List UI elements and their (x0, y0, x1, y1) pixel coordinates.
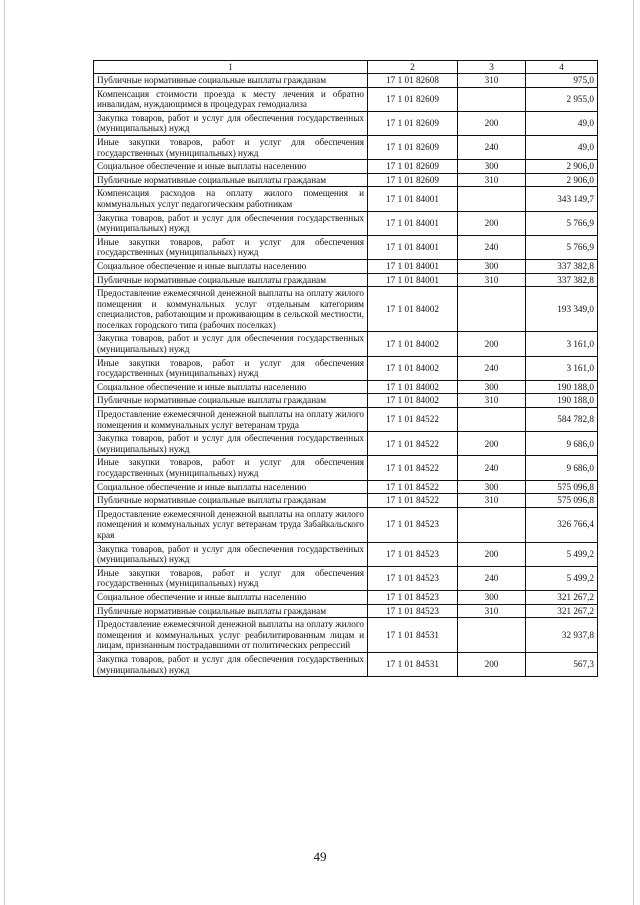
row-name: Закупка товаров, работ и услуг для обеспечения государственных (муниципальных) нужд (94, 332, 368, 356)
row-code: 17 1 01 84002 (368, 287, 458, 332)
row-amount: 49,0 (526, 111, 598, 135)
table-header-row (94, 61, 598, 74)
row-type: 240 (458, 235, 526, 259)
column-header-amount: 4 (526, 61, 598, 74)
page-edge-left (4, 0, 5, 905)
page-edge-right (633, 0, 634, 905)
row-code: 17 1 01 84523 (368, 590, 458, 604)
row-type: 310 (458, 494, 526, 508)
table-row (94, 507, 598, 542)
row-type: 300 (458, 259, 526, 273)
row-code: 17 1 01 84531 (368, 652, 458, 676)
row-name: Публичные нормативные социальные выплаты гражданам (94, 394, 368, 408)
row-name: Социальное обеспечение и иные выплаты населению (94, 480, 368, 494)
row-code: 17 1 01 82609 (368, 111, 458, 135)
row-amount: 9 686,0 (526, 432, 598, 456)
row-name: Закупка товаров, работ и услуг для обеспечения государственных (муниципальных) нужд (94, 211, 368, 235)
row-amount: 190 188,0 (526, 394, 598, 408)
row-name: Компенсация стоимости проезда к месту лечения и обратно инвалидам, нуждающимся в процедурах гемодиализа (94, 87, 368, 111)
row-code: 17 1 01 84531 (368, 618, 458, 653)
row-code: 17 1 01 84001 (368, 211, 458, 235)
row-code: 17 1 01 82608 (368, 74, 458, 88)
row-name: Иные закупки товаров, работ и услуг для обеспечения государственных (муниципальных) нужд (94, 235, 368, 259)
row-amount: 5 766,9 (526, 235, 598, 259)
row-type: 240 (458, 566, 526, 590)
table-row (94, 494, 598, 508)
row-amount: 5 766,9 (526, 211, 598, 235)
table-row (94, 456, 598, 480)
table-row (94, 394, 598, 408)
row-code: 17 1 01 84522 (368, 432, 458, 456)
table-row (94, 74, 598, 88)
row-code: 17 1 01 82609 (368, 173, 458, 187)
row-amount: 3 161,0 (526, 332, 598, 356)
table-row (94, 652, 598, 676)
table-row (94, 480, 598, 494)
row-type (458, 618, 526, 653)
table-row (94, 542, 598, 566)
table-body (94, 74, 598, 677)
table-row (94, 173, 598, 187)
row-name: Закупка товаров, работ и услуг для обеспечения государственных (муниципальных) нужд (94, 432, 368, 456)
row-type: 310 (458, 74, 526, 88)
row-name: Иные закупки товаров, работ и услуг для обеспечения государственных (муниципальных) нужд (94, 135, 368, 159)
row-type: 240 (458, 456, 526, 480)
row-amount: 575 096,8 (526, 494, 598, 508)
row-type (458, 287, 526, 332)
row-code: 17 1 01 84523 (368, 507, 458, 542)
row-amount: 567,3 (526, 652, 598, 676)
row-amount: 190 188,0 (526, 380, 598, 394)
row-type: 300 (458, 590, 526, 604)
row-code: 17 1 01 82609 (368, 135, 458, 159)
row-amount: 321 267,2 (526, 604, 598, 618)
row-name: Иные закупки товаров, работ и услуг для обеспечения государственных (муниципальных) нужд (94, 456, 368, 480)
row-amount: 5 499,2 (526, 566, 598, 590)
row-type (458, 507, 526, 542)
row-code: 17 1 01 84523 (368, 542, 458, 566)
row-name: Предоставление ежемесячной денежной выплаты на оплату жилого помещения и коммунальных услуг ветеранам труда (94, 408, 368, 432)
row-amount: 2 955,0 (526, 87, 598, 111)
table-row (94, 432, 598, 456)
row-name: Публичные нормативные социальные выплаты гражданам (94, 273, 368, 287)
row-amount: 2 906,0 (526, 173, 598, 187)
row-name: Публичные нормативные социальные выплаты гражданам (94, 604, 368, 618)
row-amount: 2 906,0 (526, 160, 598, 174)
row-code: 17 1 01 82609 (368, 87, 458, 111)
row-code: 17 1 01 84522 (368, 408, 458, 432)
table-row (94, 287, 598, 332)
row-amount: 337 382,8 (526, 259, 598, 273)
row-amount: 584 782,8 (526, 408, 598, 432)
row-code: 17 1 01 84522 (368, 480, 458, 494)
row-code: 17 1 01 82609 (368, 160, 458, 174)
table-row (94, 111, 598, 135)
row-type: 310 (458, 604, 526, 618)
table-row (94, 566, 598, 590)
row-amount: 5 499,2 (526, 542, 598, 566)
row-code: 17 1 01 84523 (368, 566, 458, 590)
row-amount: 49,0 (526, 135, 598, 159)
row-name: Социальное обеспечение и иные выплаты населению (94, 380, 368, 394)
table-row (94, 235, 598, 259)
row-type (458, 87, 526, 111)
row-name: Публичные нормативные социальные выплаты гражданам (94, 74, 368, 88)
row-type: 240 (458, 135, 526, 159)
row-type (458, 187, 526, 211)
row-code: 17 1 01 84002 (368, 394, 458, 408)
row-type: 200 (458, 332, 526, 356)
row-code: 17 1 01 84523 (368, 604, 458, 618)
row-amount: 3 161,0 (526, 356, 598, 380)
row-name: Социальное обеспечение и иные выплаты населению (94, 259, 368, 273)
table-row (94, 408, 598, 432)
row-type: 200 (458, 211, 526, 235)
row-code: 17 1 01 84002 (368, 380, 458, 394)
row-amount: 321 267,2 (526, 590, 598, 604)
row-type: 300 (458, 160, 526, 174)
row-type: 300 (458, 380, 526, 394)
column-header-code: 2 (368, 61, 458, 74)
row-type: 310 (458, 273, 526, 287)
row-amount: 343 149,7 (526, 187, 598, 211)
table-row (94, 356, 598, 380)
table-row (94, 187, 598, 211)
table-row (94, 380, 598, 394)
column-header-type: 3 (458, 61, 526, 74)
table-row (94, 273, 598, 287)
table-row (94, 211, 598, 235)
row-name: Предоставление ежемесячной денежной выплаты на оплату жилого помещения и коммунальных услуг реабилитированным лицам и лицам, признанным пострадавшими от политических репрессий (94, 618, 368, 653)
page-number: 49 (313, 849, 327, 864)
budget-table (93, 60, 598, 677)
row-name: Предоставление ежемесячной денежной выплаты на оплату жилого помещения и коммунальных услуг ветеранам труда Забайкальского края (94, 507, 368, 542)
table-row (94, 604, 598, 618)
row-type: 310 (458, 173, 526, 187)
row-type: 310 (458, 394, 526, 408)
row-amount: 32 937,8 (526, 618, 598, 653)
table-row (94, 135, 598, 159)
row-amount: 337 382,8 (526, 273, 598, 287)
row-amount: 975,0 (526, 74, 598, 88)
table-row (94, 259, 598, 273)
row-type: 300 (458, 480, 526, 494)
row-amount: 326 766,4 (526, 507, 598, 542)
row-name: Публичные нормативные социальные выплаты гражданам (94, 173, 368, 187)
row-code: 17 1 01 84001 (368, 259, 458, 273)
row-amount: 9 686,0 (526, 456, 598, 480)
row-code: 17 1 01 84001 (368, 187, 458, 211)
row-code: 17 1 01 84001 (368, 235, 458, 259)
table-row (94, 160, 598, 174)
row-name: Социальное обеспечение и иные выплаты населению (94, 590, 368, 604)
row-type: 240 (458, 356, 526, 380)
column-header-name: 1 (94, 61, 368, 74)
row-code: 17 1 01 84001 (368, 273, 458, 287)
row-name: Закупка товаров, работ и услуг для обеспечения государственных (муниципальных) нужд (94, 652, 368, 676)
row-type: 200 (458, 111, 526, 135)
row-name: Иные закупки товаров, работ и услуг для обеспечения государственных (муниципальных) нужд (94, 566, 368, 590)
row-amount: 575 096,8 (526, 480, 598, 494)
row-name: Закупка товаров, работ и услуг для обеспечения государственных (муниципальных) нужд (94, 542, 368, 566)
table-row (94, 590, 598, 604)
row-name: Иные закупки товаров, работ и услуг для обеспечения государственных (муниципальных) нужд (94, 356, 368, 380)
table-row (94, 332, 598, 356)
table-row (94, 87, 598, 111)
row-name: Компенсация расходов на оплату жилого помещения и коммунальных услуг педагогическим работникам (94, 187, 368, 211)
row-code: 17 1 01 84522 (368, 494, 458, 508)
row-code: 17 1 01 84002 (368, 356, 458, 380)
row-type: 200 (458, 432, 526, 456)
row-type (458, 408, 526, 432)
row-type: 200 (458, 652, 526, 676)
row-code: 17 1 01 84522 (368, 456, 458, 480)
row-amount: 193 349,0 (526, 287, 598, 332)
row-name: Публичные нормативные социальные выплаты гражданам (94, 494, 368, 508)
table-row (94, 618, 598, 653)
row-name: Социальное обеспечение и иные выплаты населению (94, 160, 368, 174)
row-name: Закупка товаров, работ и услуг для обеспечения государственных (муниципальных) нужд (94, 111, 368, 135)
row-type: 200 (458, 542, 526, 566)
row-name: Предоставление ежемесячной денежной выплаты на оплату жилого помещения и коммунальных услуг отдельным категориям специалистов, работающим и проживающим в сельской местности, поселках городского типа (рабочих поселках) (94, 287, 368, 332)
row-code: 17 1 01 84002 (368, 332, 458, 356)
